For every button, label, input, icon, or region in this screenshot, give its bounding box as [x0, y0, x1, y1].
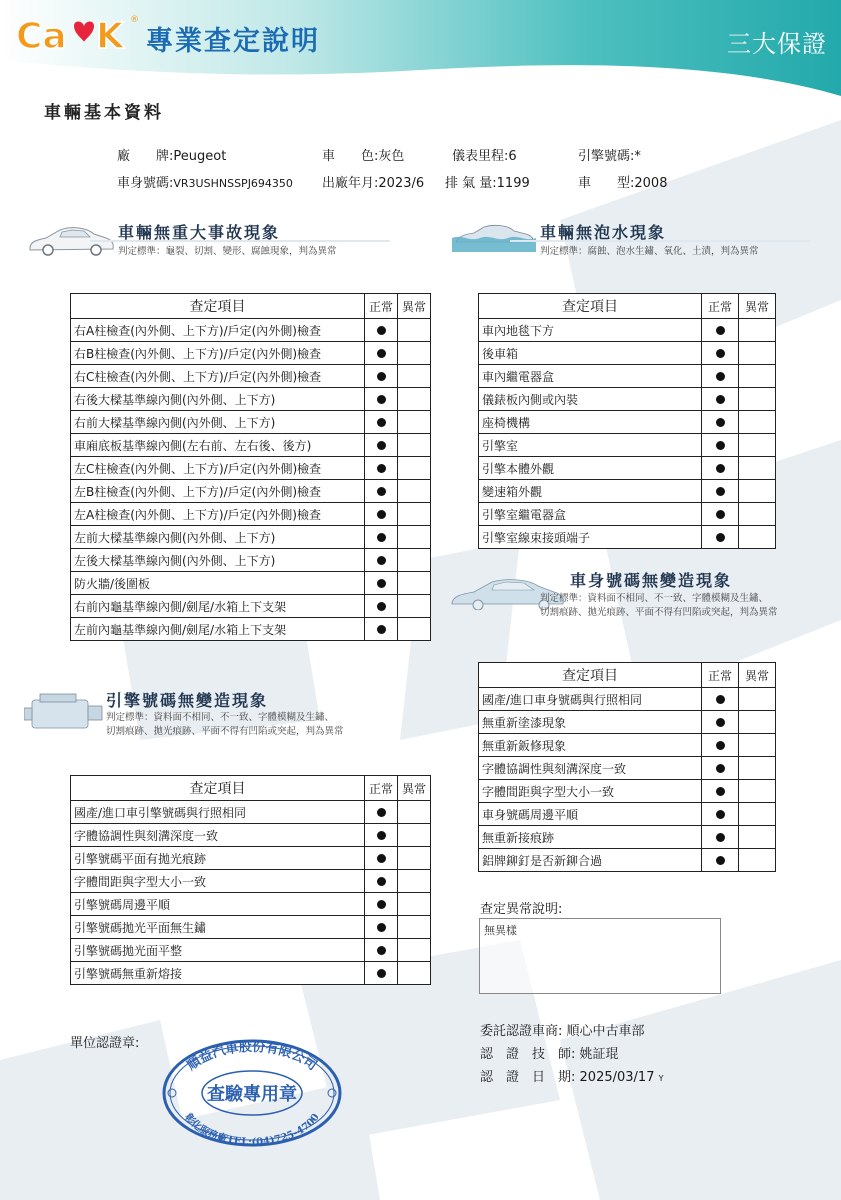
check-dot-icon	[716, 810, 725, 819]
check-item: 引擎室	[479, 434, 702, 457]
table-row	[479, 434, 776, 457]
abnormal-cell	[739, 319, 776, 342]
col-item-header: 查定項目	[479, 294, 702, 319]
check-dot-icon	[716, 464, 725, 473]
engine-no-label: 引擎號碼:	[578, 149, 635, 164]
body-no-table-header	[479, 663, 776, 688]
table-row	[71, 365, 431, 388]
normal-cell	[702, 365, 739, 388]
date-label: 認 證 日 期:	[480, 1070, 576, 1085]
abnormal-cell	[398, 388, 431, 411]
abnormal-cell	[398, 847, 431, 870]
mileage-value: 6	[508, 149, 517, 164]
normal-cell	[365, 939, 398, 962]
table-row	[71, 503, 431, 526]
check-dot-icon	[377, 808, 386, 817]
check-dot-icon	[377, 464, 386, 473]
check-item: 引擎號碼平面有拋光痕跡	[71, 847, 365, 870]
abnormal-cell	[739, 526, 776, 549]
remarks-text: 無異樣	[484, 924, 517, 937]
check-dot-icon	[377, 441, 386, 450]
abnormal-cell	[398, 618, 431, 641]
check-item: 引擎本體外觀	[479, 457, 702, 480]
engine-no-table-header	[71, 776, 431, 801]
abnormal-cell	[398, 801, 431, 824]
check-item: 無重新塗漆現象	[479, 711, 702, 734]
model-field	[578, 172, 667, 191]
engine-no-field	[578, 145, 641, 164]
technician-label: 認 證 技 師:	[480, 1047, 576, 1062]
abnormal-cell	[739, 780, 776, 803]
table-row	[479, 411, 776, 434]
normal-cell	[702, 319, 739, 342]
accident-section-title: 車輛無重大事故現象	[118, 223, 281, 242]
vin-value: VR3USHNSSPJ694350	[173, 177, 293, 190]
color-value: 灰色	[378, 149, 405, 164]
seal-flower-icon-right	[328, 1089, 336, 1097]
check-item: 國產/進口車引擎號碼與行照相同	[71, 801, 365, 824]
abnormal-cell	[398, 526, 431, 549]
abnormal-cell	[398, 824, 431, 847]
abnormal-cell	[398, 411, 431, 434]
col-normal-header: 正常	[365, 294, 398, 319]
svg-text:®: ®	[130, 15, 139, 25]
body-no-section-title: 車身號碼無變造現象	[570, 571, 733, 590]
carok-logo	[14, 12, 140, 56]
check-dot-icon	[377, 372, 386, 381]
check-dot-icon	[716, 349, 725, 358]
technician-value: 姚証琨	[579, 1047, 619, 1062]
basic-info-title: 車輛基本資料	[44, 103, 164, 123]
table-row	[71, 342, 431, 365]
engine-no-table	[70, 775, 431, 985]
check-item: 右B柱檢查(內外側、上下方)/戶定(內外側)檢查	[71, 342, 365, 365]
check-item: 字體間距與字型大小一致	[71, 870, 365, 893]
normal-cell	[702, 757, 739, 780]
normal-cell	[365, 618, 398, 641]
check-dot-icon	[716, 510, 725, 519]
normal-cell	[365, 870, 398, 893]
normal-cell	[702, 411, 739, 434]
table-row	[71, 916, 431, 939]
abnormal-cell	[398, 503, 431, 526]
flood-table	[478, 293, 776, 549]
stamp-label: 單位認證章:	[70, 1036, 140, 1051]
table-row	[71, 824, 431, 847]
check-dot-icon	[377, 877, 386, 886]
table-row	[71, 893, 431, 916]
engine-no-section-title: 引擎號碼無變造現象	[106, 691, 269, 710]
abnormal-cell	[739, 342, 776, 365]
abnormal-cell	[739, 826, 776, 849]
check-dot-icon	[377, 900, 386, 909]
check-item: 儀錶板內側或內裝	[479, 388, 702, 411]
table-row	[479, 734, 776, 757]
check-item: 車廂底板基準線內側(左右前、左右後、後方)	[71, 434, 365, 457]
vin-field	[117, 172, 293, 191]
check-dot-icon	[716, 418, 725, 427]
abnormal-cell	[398, 549, 431, 572]
body-no-table	[478, 662, 776, 872]
body-no-criteria-line1: 判定標準：資料面不相同、不一致、字體模糊及生鏽、	[540, 593, 769, 604]
check-dot-icon	[716, 695, 725, 704]
displacement-field	[445, 172, 530, 191]
check-dot-icon	[377, 579, 386, 588]
normal-cell	[365, 962, 398, 985]
check-item: 防火牆/後圍板	[71, 572, 365, 595]
abnormal-cell	[398, 916, 431, 939]
normal-cell	[365, 388, 398, 411]
normal-cell	[365, 572, 398, 595]
mileage-field	[452, 145, 517, 164]
table-row	[71, 411, 431, 434]
normal-cell	[365, 916, 398, 939]
normal-cell	[702, 803, 739, 826]
abnormal-cell	[398, 457, 431, 480]
normal-cell	[365, 480, 398, 503]
abnormal-cell	[739, 503, 776, 526]
engine-icon	[24, 690, 108, 738]
check-dot-icon	[377, 946, 386, 955]
normal-cell	[365, 434, 398, 457]
col-normal-header: 正常	[365, 776, 398, 801]
abnormal-cell	[739, 734, 776, 757]
check-dot-icon	[377, 326, 386, 335]
color-field	[322, 145, 404, 164]
abnormal-cell	[398, 893, 431, 916]
abnormal-cell	[739, 388, 776, 411]
check-item: 無重新接痕跡	[479, 826, 702, 849]
svg-text:K: K	[96, 16, 124, 56]
normal-cell	[702, 734, 739, 757]
table-row	[479, 757, 776, 780]
normal-cell	[702, 526, 739, 549]
check-item: 字體間距與字型大小一致	[479, 780, 702, 803]
date-value: 2025/03/17	[579, 1070, 655, 1085]
normal-cell	[702, 688, 739, 711]
check-item: 右A柱檢查(內外側、上下方)/戶定(內外側)檢查	[71, 319, 365, 342]
check-dot-icon	[377, 854, 386, 863]
normal-cell	[365, 319, 398, 342]
mfg-label: 出廠年月:	[322, 176, 379, 191]
warranty-title: 三大保證	[727, 30, 827, 58]
abnormal-cell	[398, 962, 431, 985]
dealer-label: 委託認證車商:	[480, 1024, 563, 1039]
seal-bottom-text: 彰化服務廠TEL:(04)725-4700	[182, 1111, 322, 1147]
table-row	[71, 434, 431, 457]
abnormal-cell	[739, 688, 776, 711]
table-row	[479, 780, 776, 803]
brand-value: Peugeot	[173, 149, 227, 164]
vin-label: 車身號碼:	[117, 176, 174, 191]
abnormal-cell	[739, 457, 776, 480]
table-row	[479, 803, 776, 826]
remarks-box	[479, 918, 721, 994]
table-row	[479, 711, 776, 734]
check-item: 左A柱檢查(內外側、上下方)/戶定(內外側)檢查	[71, 503, 365, 526]
check-dot-icon	[716, 856, 725, 865]
normal-cell	[702, 780, 739, 803]
table-row	[479, 319, 776, 342]
check-dot-icon	[377, 533, 386, 542]
abnormal-cell	[739, 411, 776, 434]
table-row	[71, 388, 431, 411]
normal-cell	[365, 893, 398, 916]
abnormal-cell	[739, 434, 776, 457]
table-row	[479, 526, 776, 549]
check-item: 引擎號碼拋光面平整	[71, 939, 365, 962]
check-dot-icon	[716, 533, 725, 542]
displacement-label: 排 氣 量:	[445, 176, 497, 191]
normal-cell	[365, 411, 398, 434]
engine-no-criteria-line1: 判定標準：資料面不相同、不一致、字體模糊及生鏽、	[106, 712, 335, 723]
abnormal-cell	[739, 365, 776, 388]
check-dot-icon	[377, 831, 386, 840]
normal-cell	[365, 824, 398, 847]
check-item: 引擎號碼拋光平面無生鏽	[71, 916, 365, 939]
abnormal-cell	[398, 572, 431, 595]
check-item: 字體協調性與刻溝深度一致	[479, 757, 702, 780]
check-dot-icon	[716, 787, 725, 796]
check-dot-icon	[716, 326, 725, 335]
check-item: 車內地毯下方	[479, 319, 702, 342]
engine-no-criteria-line2: 切割痕跡、拋光痕跡、平面不得有凹陷或突起，判為異常	[106, 726, 344, 737]
engine-no-value: *	[634, 149, 641, 164]
seal-outer-text: 順益汽車股份有限公司	[184, 1039, 320, 1074]
seal-flower-icon-left	[168, 1089, 176, 1097]
date-field	[480, 1066, 664, 1085]
accident-table-header	[71, 294, 431, 319]
normal-cell	[365, 801, 398, 824]
check-item: 車內繼電器盒	[479, 365, 702, 388]
abnormal-cell	[739, 803, 776, 826]
check-item: 引擎室線束接頭端子	[479, 526, 702, 549]
table-row	[479, 457, 776, 480]
check-item: 右前內龜基準線內側/劍尾/水箱上下支架	[71, 595, 365, 618]
date-mark: Y	[658, 1074, 664, 1083]
table-row	[71, 480, 431, 503]
col-normal-header: 正常	[702, 663, 739, 688]
normal-cell	[365, 457, 398, 480]
check-dot-icon	[377, 487, 386, 496]
remarks-label: 查定異常說明:	[480, 902, 563, 917]
brand-label: 廠 牌:	[117, 149, 174, 164]
table-row	[71, 595, 431, 618]
body-no-criteria	[540, 592, 778, 620]
table-row	[479, 503, 776, 526]
page-title: 專業查定說明	[146, 26, 320, 57]
svg-text:Ca: Ca	[16, 16, 67, 56]
check-dot-icon	[716, 741, 725, 750]
abnormal-cell	[739, 711, 776, 734]
normal-cell	[702, 849, 739, 872]
check-dot-icon	[716, 833, 725, 842]
check-item: 左B柱檢查(內外側、上下方)/戶定(內外側)檢查	[71, 480, 365, 503]
check-dot-icon	[377, 349, 386, 358]
abnormal-cell	[398, 939, 431, 962]
inspection-seal	[160, 1035, 344, 1151]
table-row	[71, 939, 431, 962]
table-row	[71, 962, 431, 985]
check-item: 右C柱檢查(內外側、上下方)/戶定(內外側)檢查	[71, 365, 365, 388]
table-row	[71, 526, 431, 549]
check-item: 右後大樑基準線內側(內外側、上下方)	[71, 388, 365, 411]
check-item: 左後大樑基準線內側(內外側、上下方)	[71, 549, 365, 572]
check-dot-icon	[716, 441, 725, 450]
check-item: 國產/進口車身號碼與行照相同	[479, 688, 702, 711]
normal-cell	[702, 388, 739, 411]
displacement-value: 1199	[496, 176, 530, 191]
col-abnormal-header: 異常	[398, 294, 431, 319]
model-label: 車 型:	[578, 176, 635, 191]
check-dot-icon	[377, 395, 386, 404]
normal-cell	[702, 711, 739, 734]
table-row	[479, 365, 776, 388]
check-dot-icon	[716, 372, 725, 381]
normal-cell	[702, 434, 739, 457]
color-label: 車 色:	[322, 149, 379, 164]
check-item: 變速箱外觀	[479, 480, 702, 503]
check-item: 引擎室繼電器盒	[479, 503, 702, 526]
check-dot-icon	[716, 718, 725, 727]
normal-cell	[365, 595, 398, 618]
check-item: 字體協調性與刻溝深度一致	[71, 824, 365, 847]
normal-cell	[365, 549, 398, 572]
abnormal-cell	[398, 595, 431, 618]
table-row	[479, 480, 776, 503]
normal-cell	[702, 503, 739, 526]
normal-cell	[365, 503, 398, 526]
seal-center-text: 查驗專用章	[207, 1084, 297, 1105]
normal-cell	[702, 342, 739, 365]
normal-cell	[365, 526, 398, 549]
col-abnormal-header: 異常	[739, 294, 776, 319]
col-abnormal-header: 異常	[739, 663, 776, 688]
dealer-field	[480, 1020, 645, 1039]
table-row	[71, 549, 431, 572]
check-item: 引擎號碼周邊平順	[71, 893, 365, 916]
check-dot-icon	[377, 556, 386, 565]
check-dot-icon	[377, 969, 386, 978]
check-dot-icon	[716, 395, 725, 404]
abnormal-cell	[398, 480, 431, 503]
table-row	[479, 826, 776, 849]
accident-criteria: 判定標準：龜裂、切割、變形、腐蝕現象，判為異常	[118, 246, 337, 257]
abnormal-cell	[739, 757, 776, 780]
table-row	[71, 618, 431, 641]
table-row	[71, 801, 431, 824]
table-row	[71, 572, 431, 595]
normal-cell	[702, 457, 739, 480]
abnormal-cell	[398, 342, 431, 365]
abnormal-cell	[398, 434, 431, 457]
check-item: 無重新鈑修現象	[479, 734, 702, 757]
table-row	[479, 342, 776, 365]
abnormal-cell	[739, 849, 776, 872]
mileage-label: 儀表里程:	[452, 149, 509, 164]
abnormal-cell	[398, 870, 431, 893]
col-item-header: 查定項目	[71, 294, 365, 319]
technician-field	[480, 1043, 619, 1062]
check-dot-icon	[377, 625, 386, 634]
check-item: 左C柱檢查(內外側、上下方)/戶定(內外側)檢查	[71, 457, 365, 480]
accident-table	[70, 293, 431, 641]
flood-section-title: 車輛無泡水現象	[540, 223, 667, 242]
check-dot-icon	[377, 418, 386, 427]
flood-criteria: 判定標準：腐蝕、泡水生鏽、氧化、土漬，判為異常	[540, 246, 759, 257]
normal-cell	[365, 847, 398, 870]
check-dot-icon	[377, 923, 386, 932]
table-row	[71, 870, 431, 893]
normal-cell	[702, 826, 739, 849]
check-dot-icon	[377, 602, 386, 611]
abnormal-cell	[398, 365, 431, 388]
table-row	[71, 457, 431, 480]
col-normal-header: 正常	[702, 294, 739, 319]
check-item: 車身號碼周邊平順	[479, 803, 702, 826]
normal-cell	[365, 342, 398, 365]
abnormal-cell	[398, 319, 431, 342]
check-item: 右前大樑基準線內側(內外側、上下方)	[71, 411, 365, 434]
check-item: 左前大樑基準線內側(內外側、上下方)	[71, 526, 365, 549]
table-row	[479, 688, 776, 711]
table-row	[71, 847, 431, 870]
col-item-header: 查定項目	[479, 663, 702, 688]
col-item-header: 查定項目	[71, 776, 365, 801]
body-no-criteria-line2: 切割痕跡、拋光痕跡、平面不得有凹陷或突起，判為異常	[540, 607, 778, 618]
check-dot-icon	[377, 510, 386, 519]
check-item: 後車箱	[479, 342, 702, 365]
dealer-value: 順心中古車部	[566, 1024, 645, 1039]
check-item: 引擎號碼無重新熔接	[71, 962, 365, 985]
model-value: 2008	[634, 176, 668, 191]
check-item: 座椅機構	[479, 411, 702, 434]
check-dot-icon	[716, 764, 725, 773]
check-item: 鋁牌鉚釘是否新鉚合過	[479, 849, 702, 872]
table-row	[71, 319, 431, 342]
check-item: 左前內龜基準線內側/劍尾/水箱上下支架	[71, 618, 365, 641]
table-row	[479, 849, 776, 872]
col-abnormal-header: 異常	[398, 776, 431, 801]
mfg-field	[322, 172, 424, 191]
engine-no-criteria	[106, 711, 344, 739]
mfg-value: 2023/6	[378, 176, 425, 191]
brand-field	[117, 145, 226, 164]
table-row	[479, 388, 776, 411]
abnormal-cell	[739, 480, 776, 503]
normal-cell	[702, 480, 739, 503]
check-dot-icon	[716, 487, 725, 496]
normal-cell	[365, 365, 398, 388]
flood-table-header	[479, 294, 776, 319]
